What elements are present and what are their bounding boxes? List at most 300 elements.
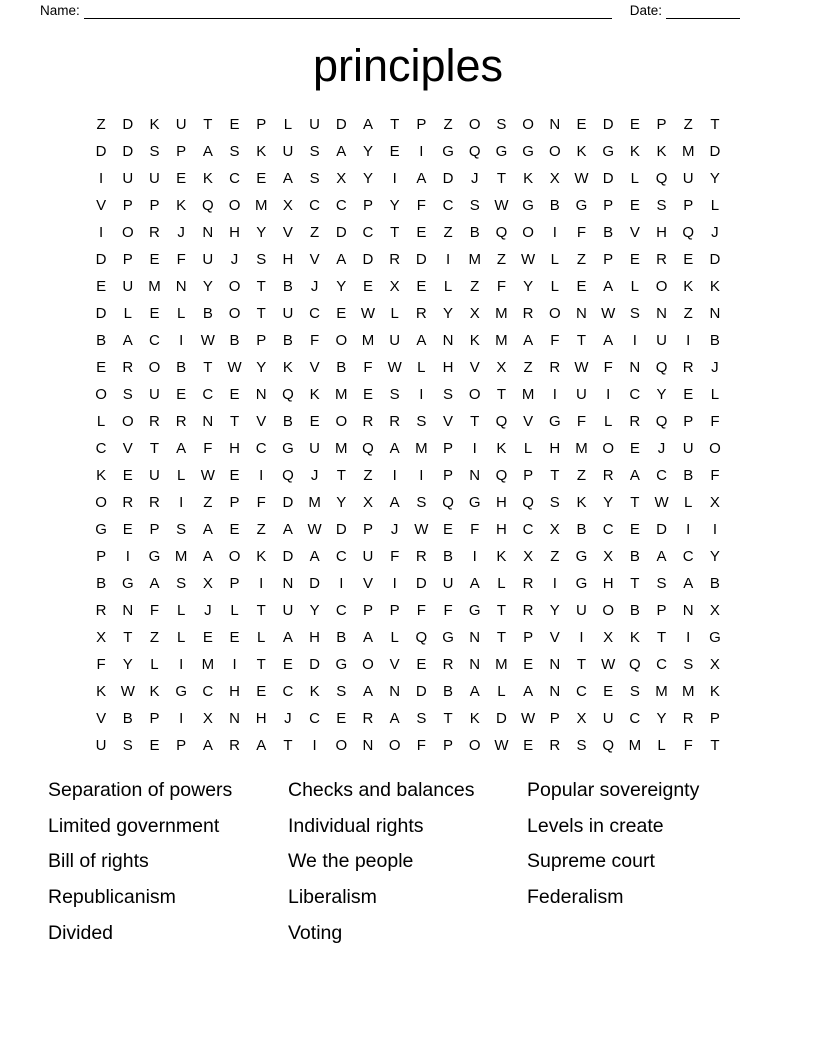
grid-cell: D (602, 116, 614, 133)
grid-cell: K (629, 143, 640, 160)
grid-cell: U (95, 737, 107, 754)
grid-cell: E (256, 170, 267, 187)
grid-cell: F (683, 737, 693, 754)
grid-cell: E (576, 278, 587, 295)
grid-cell: L (176, 467, 186, 484)
grid-cell: X (96, 629, 107, 646)
grid-cell: I (312, 737, 317, 754)
grid-cell: N (549, 116, 561, 133)
grid-cell: P (416, 116, 427, 133)
grid-cell: E (149, 737, 160, 754)
grid-cell: M (681, 683, 695, 700)
grid-cell: A (336, 143, 347, 160)
grid-cell: U (202, 251, 214, 268)
grid-cell: W (200, 332, 215, 349)
grid-cell: O (228, 278, 241, 295)
grid-cell: U (656, 332, 667, 349)
grid-cell: Y (336, 494, 347, 511)
grid-cell: T (203, 359, 213, 376)
grid-cell: U (122, 170, 134, 187)
grid-cell: F (310, 332, 320, 349)
grid-cell: M (335, 386, 348, 403)
word-list-item: We the people (288, 850, 414, 873)
grid-cell: S (389, 386, 400, 403)
grid-cell: W (654, 494, 669, 511)
grid-cell: N (656, 305, 667, 322)
grid-cell: B (603, 224, 614, 241)
grid-cell: X (709, 494, 720, 511)
grid-cell: E (683, 386, 694, 403)
grid-cell: O (709, 440, 721, 457)
grid-cell: K (576, 494, 587, 511)
grid-cell: B (96, 332, 107, 349)
grid-cell: H (229, 224, 240, 241)
grid-cell: G (442, 143, 454, 160)
grid-cell: B (336, 359, 347, 376)
word-list-item: Liberalism (288, 886, 377, 909)
grid-cell: R (656, 251, 667, 268)
grid-cell: R (149, 413, 160, 430)
grid-cell: S (629, 683, 640, 700)
grid-cell: R (362, 710, 374, 727)
grid-cell: E (282, 656, 293, 673)
grid-cell: S (176, 575, 187, 592)
grid-cell: Y (362, 170, 373, 187)
grid-cell: G (709, 629, 721, 646)
grid-cell: P (603, 251, 614, 268)
grid-cell: I (125, 548, 130, 565)
grid-cell: A (389, 494, 400, 511)
grid-cell: W (574, 359, 589, 376)
grid-cell: U (576, 602, 587, 619)
grid-cell: Y (336, 278, 347, 295)
grid-cell: B (122, 710, 133, 727)
grid-cell: J (204, 602, 212, 619)
grid-cell: Z (256, 521, 266, 538)
grid-cell: W (521, 710, 536, 727)
grid-cell: S (336, 683, 347, 700)
grid-cell: P (549, 710, 560, 727)
grid-cell: K (683, 278, 694, 295)
grid-cell: T (229, 413, 240, 430)
grid-cell: F (256, 494, 266, 511)
word-list-column (527, 773, 699, 952)
grid-cell: S (149, 143, 160, 160)
grid-cell: W (120, 683, 135, 700)
grid-cell: T (496, 629, 506, 646)
grid-cell: K (496, 440, 507, 457)
grid-cell: X (523, 548, 534, 565)
grid-cell: N (442, 332, 454, 349)
grid-cell: G (468, 494, 481, 511)
wordsearch-grid (88, 111, 729, 759)
grid-cell: F (710, 413, 720, 430)
grid-cell: L (710, 386, 720, 403)
grid-cell: F (149, 602, 160, 619)
grid-cell: G (442, 629, 454, 646)
grid-cell: K (149, 116, 160, 133)
grid-cell: V (122, 440, 133, 457)
grid-cell: F (390, 548, 400, 565)
grid-cell: M (201, 656, 215, 673)
grid-cell: R (389, 413, 401, 430)
grid-cell: Q (495, 467, 508, 484)
grid-cell: R (522, 575, 534, 592)
grid-cell: T (256, 278, 266, 295)
grid-cell: M (468, 251, 481, 268)
grid-cell: V (389, 656, 400, 673)
grid-cell: P (443, 737, 454, 754)
grid-cell: C (229, 170, 240, 187)
grid-cell: P (122, 251, 133, 268)
grid-cell: O (468, 737, 481, 754)
grid-cell: E (629, 440, 640, 457)
grid-cell: U (149, 467, 160, 484)
grid-cell: M (495, 305, 508, 322)
grid-cell: L (630, 170, 640, 187)
grid-cell: E (229, 467, 240, 484)
grid-cell: L (176, 602, 186, 619)
grid-cell: T (710, 116, 720, 133)
grid-cell: I (686, 521, 691, 538)
grid-cell: X (576, 710, 587, 727)
grid-cell: S (256, 251, 267, 268)
grid-cell: S (549, 494, 560, 511)
grid-cell: Y (523, 278, 534, 295)
grid-cell: N (469, 467, 481, 484)
grid-cell: R (682, 359, 694, 376)
grid-cell: O (95, 494, 107, 511)
grid-cell: Q (602, 737, 614, 754)
grid-cell: A (309, 548, 320, 565)
grid-cell: Q (655, 413, 668, 430)
grid-cell: S (176, 521, 187, 538)
grid-cell: U (282, 143, 294, 160)
grid-cell: J (310, 278, 319, 295)
grid-cell: P (603, 197, 614, 214)
grid-cell: F (576, 413, 587, 430)
word-list-item: Individual rights (288, 814, 424, 837)
grid-cell: I (712, 521, 717, 538)
grid-cell: B (282, 278, 293, 295)
grid-cell: J (310, 467, 319, 484)
grid-cell: E (229, 116, 240, 133)
grid-cell: A (362, 116, 373, 133)
grid-cell: T (576, 656, 587, 673)
grid-cell: F (550, 332, 560, 349)
grid-cell: T (470, 413, 480, 430)
grid-cell: S (496, 116, 507, 133)
grid-cell: P (229, 494, 240, 511)
grid-cell: H (229, 440, 240, 457)
grid-cell: U (682, 440, 694, 457)
grid-cell: L (550, 278, 559, 295)
grid-cell: E (362, 278, 373, 295)
grid-cell: K (282, 359, 293, 376)
grid-cell: X (603, 629, 614, 646)
grid-cell: P (683, 413, 694, 430)
grid-cell: E (443, 521, 454, 538)
grid-cell: V (549, 629, 560, 646)
grid-cell: B (96, 575, 107, 592)
grid-cell: B (576, 521, 587, 538)
grid-cell: E (683, 251, 694, 268)
grid-cell: O (228, 548, 241, 565)
grid-cell: H (282, 251, 294, 268)
grid-cell: B (443, 683, 454, 700)
grid-cell: R (549, 359, 561, 376)
grid-cell: N (549, 683, 561, 700)
grid-cell: L (257, 629, 266, 646)
grid-cell: L (283, 116, 293, 133)
grid-cell: P (122, 197, 133, 214)
grid-cell: X (603, 548, 614, 565)
grid-cell: Q (282, 386, 294, 403)
grid-cell: D (495, 710, 507, 727)
grid-cell: B (443, 548, 454, 565)
grid-cell: O (148, 359, 161, 376)
grid-cell: U (362, 548, 374, 565)
grid-cell: X (709, 602, 720, 619)
grid-cell: K (256, 143, 267, 160)
grid-cell: A (202, 143, 213, 160)
puzzle-title: principles (312, 40, 504, 91)
grid-cell: A (523, 332, 534, 349)
grid-cell: B (683, 467, 694, 484)
grid-cell: J (711, 359, 719, 376)
grid-cell: U (309, 440, 321, 457)
grid-cell: Q (522, 494, 534, 511)
grid-cell: U (149, 386, 160, 403)
grid-cell: F (416, 602, 426, 619)
grid-cell: L (390, 629, 399, 646)
grid-cell: E (229, 386, 240, 403)
grid-cell: E (362, 386, 373, 403)
grid-cell: O (335, 332, 348, 349)
grid-cell: N (549, 656, 561, 673)
grid-cell: G (468, 602, 481, 619)
grid-cell: G (335, 656, 348, 673)
grid-cell: J (657, 440, 666, 457)
grid-cell: L (657, 737, 666, 754)
grid-cell: E (629, 251, 640, 268)
grid-cell: K (96, 467, 107, 484)
grid-cell: O (335, 737, 348, 754)
grid-cell: N (202, 224, 214, 241)
grid-cell: L (417, 359, 426, 376)
grid-cell: P (149, 710, 160, 727)
grid-cell: Q (362, 440, 374, 457)
grid-cell: U (389, 332, 401, 349)
grid-cell: R (549, 737, 561, 754)
grid-cell: D (362, 251, 374, 268)
grid-cell: E (416, 656, 427, 673)
grid-cell: E (603, 683, 614, 700)
grid-cell: N (255, 386, 267, 403)
grid-cell: Y (656, 386, 667, 403)
grid-cell: O (95, 386, 107, 403)
grid-cell: S (309, 170, 320, 187)
grid-cell: Z (149, 629, 160, 646)
grid-cell: X (282, 197, 293, 214)
grid-cell: Y (656, 710, 667, 727)
grid-cell: Y (122, 656, 133, 673)
grid-cell: I (686, 629, 691, 646)
grid-cell: Q (495, 413, 508, 430)
grid-cell: C (682, 548, 694, 565)
grid-cell: E (336, 305, 347, 322)
grid-cell: Q (655, 170, 668, 187)
grid-cell: G (575, 548, 588, 565)
grid-cell: Y (202, 278, 213, 295)
grid-cell: T (630, 494, 640, 511)
grid-cell: S (229, 143, 240, 160)
grid-cell: W (494, 737, 509, 754)
grid-cell: N (576, 305, 587, 322)
grid-cell: S (416, 710, 427, 727)
word-list-item: Limited government (48, 814, 220, 837)
grid-cell: O (362, 656, 374, 673)
grid-cell: L (497, 575, 506, 592)
grid-cell: B (282, 332, 293, 349)
grid-cell: W (360, 305, 376, 322)
grid-cell: A (469, 683, 480, 700)
grid-cell: J (390, 521, 399, 538)
grid-cell: G (282, 440, 294, 457)
grid-cell: E (629, 116, 640, 133)
grid-cell: G (602, 143, 614, 160)
word-list-item: Separation of powers (48, 779, 233, 801)
grid-cell: D (282, 548, 294, 565)
grid-cell: X (496, 359, 507, 376)
grid-cell: I (579, 629, 584, 646)
grid-cell: Y (443, 305, 454, 322)
grid-cell: E (96, 278, 107, 295)
grid-cell: W (521, 251, 536, 268)
grid-cell: E (629, 521, 640, 538)
grid-cell: G (495, 143, 508, 160)
grid-cell: T (496, 386, 506, 403)
grid-cell: A (469, 575, 480, 592)
grid-cell: C (335, 197, 347, 214)
grid-cell: V (629, 224, 640, 241)
grid-cell: W (414, 521, 429, 538)
grid-cell: I (232, 656, 237, 673)
grid-cell: F (416, 197, 426, 214)
grid-cell: J (711, 224, 719, 241)
grid-cell: L (123, 305, 132, 322)
grid-cell: A (656, 548, 667, 565)
grid-cell: K (469, 710, 480, 727)
grid-cell: I (552, 386, 557, 403)
grid-cell: O (228, 305, 241, 322)
grid-cell: C (202, 683, 214, 700)
grid-cell: A (282, 170, 293, 187)
grid-cell: P (523, 629, 534, 646)
grid-cell: N (362, 737, 374, 754)
grid-cell: O (121, 413, 134, 430)
grid-cell: Y (309, 602, 320, 619)
grid-cell: B (282, 413, 293, 430)
grid-cell: C (656, 656, 667, 673)
grid-cell: L (630, 278, 640, 295)
grid-cell: R (229, 737, 240, 754)
grid-cell: C (335, 602, 347, 619)
grid-cell: Q (495, 224, 508, 241)
grid-cell: R (602, 467, 614, 484)
grid-cell: B (709, 575, 720, 592)
grid-cell: T (576, 332, 587, 349)
grid-cell: C (442, 197, 454, 214)
grid-cell: W (387, 359, 402, 376)
grid-cell: E (389, 143, 400, 160)
grid-cell: S (629, 305, 640, 322)
grid-cell: V (256, 413, 267, 430)
grid-cell: M (148, 278, 161, 295)
grid-cell: N (469, 629, 481, 646)
grid-cell: A (603, 278, 614, 295)
grid-cell: Y (389, 197, 400, 214)
grid-cell: D (415, 683, 427, 700)
grid-cell: T (496, 170, 506, 187)
word-list-item: Voting (288, 921, 343, 944)
grid-cell: Z (310, 224, 320, 241)
grid-cell: P (96, 548, 107, 565)
grid-cell: L (390, 305, 399, 322)
grid-cell: U (175, 116, 187, 133)
word-list-item: Supreme court (527, 850, 655, 873)
grid-cell: S (309, 143, 320, 160)
grid-cell: T (256, 656, 266, 673)
grid-cell: A (256, 737, 267, 754)
grid-cell: H (309, 629, 321, 646)
grid-cell: U (442, 575, 454, 592)
grid-cell: C (309, 710, 321, 727)
grid-cell: U (149, 170, 160, 187)
grid-cell: I (632, 332, 637, 349)
grid-cell: R (682, 710, 694, 727)
grid-cell: Z (203, 494, 213, 511)
grid-cell: Z (523, 359, 533, 376)
grid-cell: A (202, 548, 213, 565)
grid-cell: I (419, 143, 424, 160)
grid-cell: Z (496, 251, 506, 268)
grid-cell: E (629, 197, 640, 214)
grid-cell: M (415, 440, 428, 457)
grid-cell: L (150, 656, 159, 673)
grid-cell: I (445, 251, 451, 268)
grid-cell: V (282, 224, 293, 241)
grid-cell: R (389, 251, 401, 268)
grid-cell: A (122, 332, 133, 349)
grid-cell: B (336, 629, 347, 646)
grid-cell: Y (256, 224, 267, 241)
grid-cell: O (602, 440, 614, 457)
grid-cell: N (282, 575, 294, 592)
grid-cell: U (309, 116, 321, 133)
grid-cell: X (549, 521, 560, 538)
grid-cell: O (468, 116, 481, 133)
grid-cell: I (339, 575, 344, 592)
grid-cell: U (122, 278, 134, 295)
grid-cell: C (149, 332, 160, 349)
grid-cell: X (389, 278, 400, 295)
grid-cell: V (96, 197, 107, 214)
grid-cell: L (443, 278, 453, 295)
grid-cell: Y (709, 548, 720, 565)
grid-cell: K (523, 170, 534, 187)
grid-cell: Q (682, 224, 695, 241)
